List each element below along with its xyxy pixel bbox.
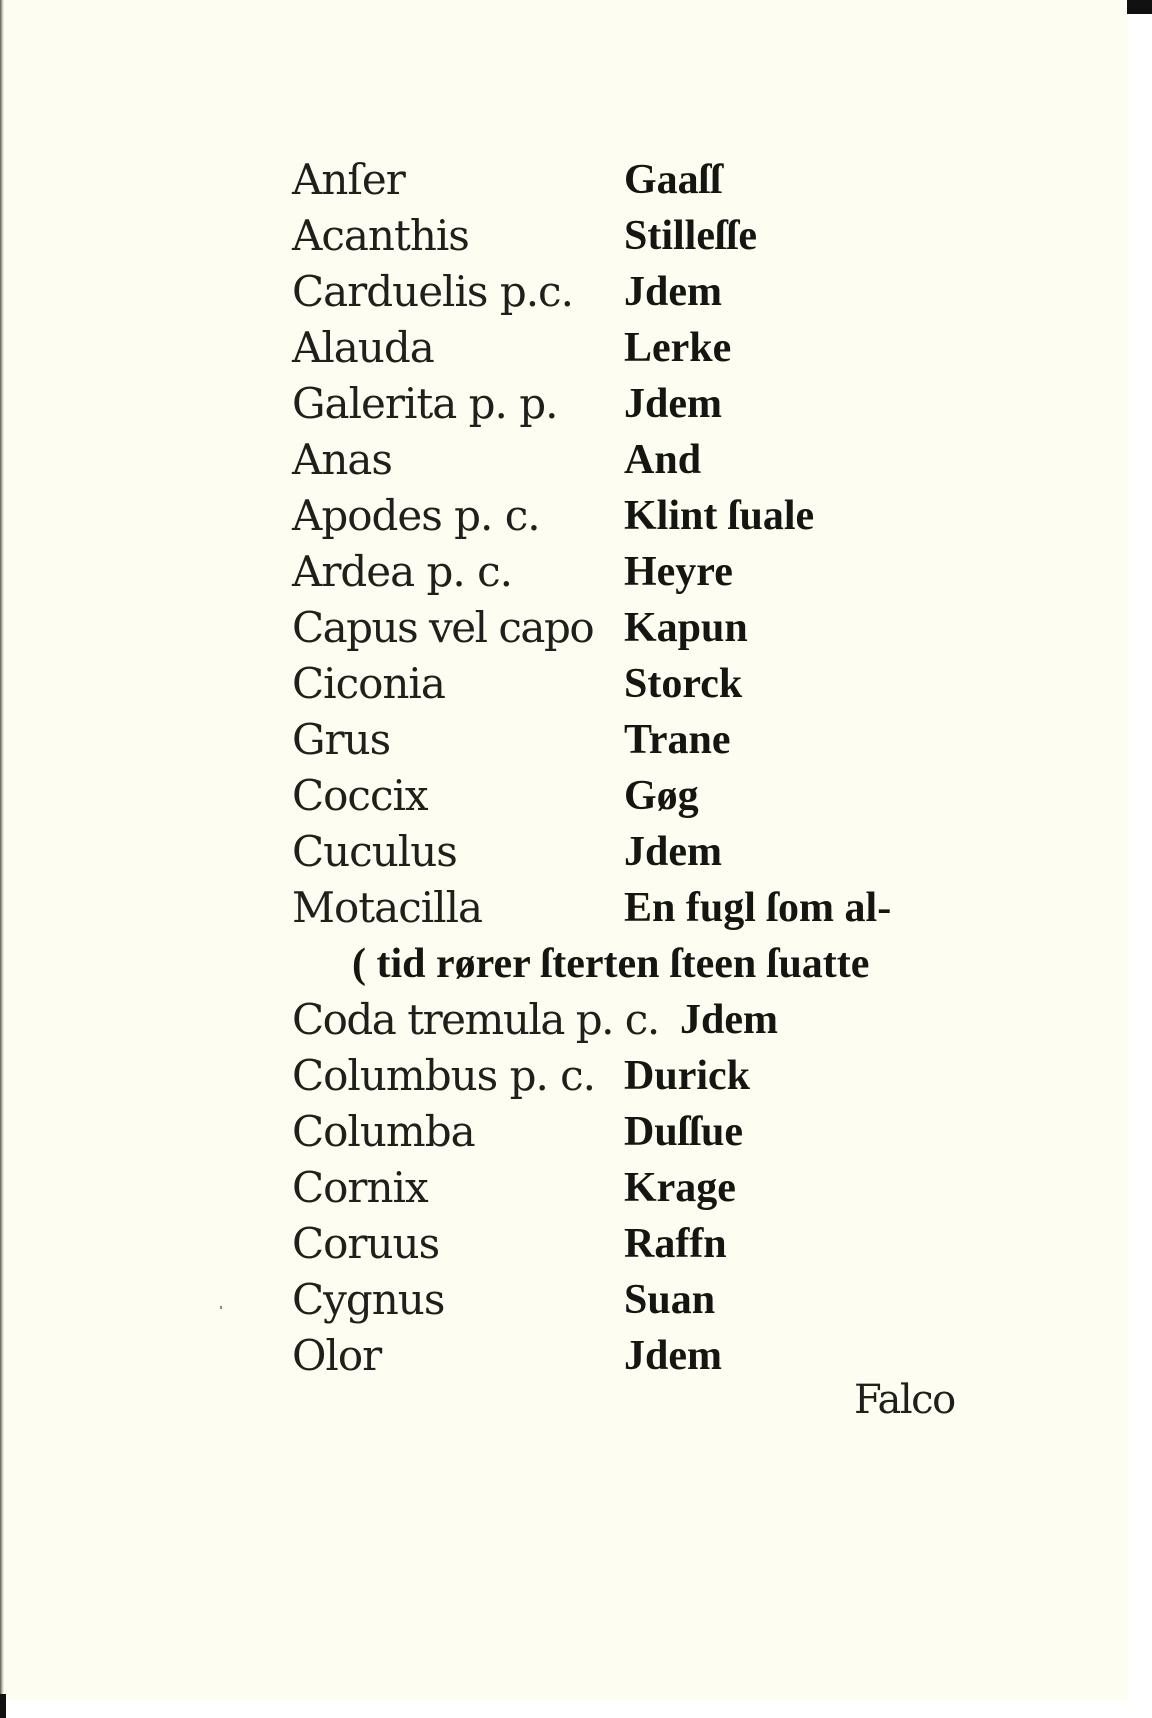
vernacular-term: Durick	[624, 1053, 750, 1099]
latin-term: Coccix	[292, 771, 428, 820]
glossary-entry	[292, 1104, 992, 1160]
vernacular-term: Jdem	[624, 269, 722, 315]
glossary-entry	[292, 1272, 992, 1328]
glossary-entry	[292, 880, 992, 936]
scan-bottom-margin	[0, 1700, 1152, 1718]
latin-term: Columba	[292, 1107, 475, 1156]
vernacular-term: Gøg	[624, 773, 699, 819]
paper-speck	[220, 1306, 222, 1309]
latin-term: Grus	[292, 715, 391, 764]
glossary-entry	[292, 208, 992, 264]
vernacular-term: Kapun	[624, 605, 748, 651]
page-left-edge	[0, 0, 4, 1700]
glossary-entry	[292, 824, 992, 880]
glossary-entry	[292, 152, 992, 208]
latin-term: Ardea p. c.	[292, 547, 512, 596]
glossary-entry	[292, 768, 992, 824]
glossary-entry	[292, 432, 992, 488]
latin-term: Cygnus	[292, 1275, 445, 1324]
glossary-entry	[292, 712, 992, 768]
glossary-entry	[292, 600, 992, 656]
vernacular-term: En fugl ſom al-	[624, 885, 892, 931]
vernacular-term: Suan	[624, 1277, 716, 1323]
glossary-entry	[292, 992, 992, 1048]
latin-term: Alauda	[292, 323, 434, 372]
latin-term: Anas	[292, 435, 392, 484]
vernacular-term: Gaaſſ	[624, 157, 723, 203]
glossary-entry	[292, 1160, 992, 1216]
continuation-line	[292, 936, 992, 992]
latin-term: Capus vel capo	[292, 603, 594, 652]
latin-term: Cornix	[292, 1163, 428, 1212]
vernacular-term: Stilleſſe	[624, 213, 757, 259]
vernacular-term: Lerke	[624, 325, 732, 371]
glossary-entry	[292, 544, 992, 600]
latin-term: Carduelis p.c.	[292, 267, 573, 316]
vernacular-term: Klint ſuale	[624, 493, 815, 539]
latin-term: Columbus p. c.	[292, 1051, 596, 1100]
latin-term: Ciconia	[292, 659, 445, 708]
vernacular-term: Heyre	[624, 549, 733, 595]
latin-term: Anſer	[292, 155, 405, 204]
scan-corner-mark	[1127, 0, 1152, 14]
latin-term: Galerita p. p.	[292, 379, 558, 428]
glossary-entry	[292, 656, 992, 712]
vernacular-term: Jdem	[624, 829, 722, 875]
vernacular-term: And	[624, 437, 702, 483]
glossary-entry	[292, 1216, 992, 1272]
latin-term: Motacilla	[292, 883, 483, 932]
continuation-text: ( tid rører ſterten ſteen ſuatte	[352, 941, 870, 987]
glossary-list	[292, 152, 992, 1384]
vernacular-term: Raffn	[624, 1221, 727, 1267]
latin-term: Cuculus	[292, 827, 457, 876]
glossary-entry	[292, 1048, 992, 1104]
catchword: Falco	[854, 1377, 955, 1423]
vernacular-term: Duſſue	[624, 1109, 744, 1155]
vernacular-term: Jdem	[624, 1333, 722, 1379]
scan-right-margin	[1128, 0, 1152, 1718]
vernacular-term: Jdem	[680, 997, 778, 1043]
vernacular-term: Krage	[624, 1165, 736, 1211]
latin-term: Apodes p. c.	[292, 491, 540, 540]
glossary-entry	[292, 376, 992, 432]
glossary-entry	[292, 488, 992, 544]
vernacular-term: Storck	[624, 661, 743, 707]
latin-term: Olor	[292, 1331, 382, 1380]
glossary-entry	[292, 320, 992, 376]
latin-term: Coda tremula p. c.	[292, 995, 659, 1044]
latin-term: Acanthis	[292, 211, 469, 260]
glossary-entry	[292, 264, 992, 320]
latin-term: Coruus	[292, 1219, 440, 1268]
vernacular-term: Jdem	[624, 381, 722, 427]
scan-bottom-corner-mark	[0, 1694, 6, 1718]
vernacular-term: Trane	[624, 717, 731, 763]
